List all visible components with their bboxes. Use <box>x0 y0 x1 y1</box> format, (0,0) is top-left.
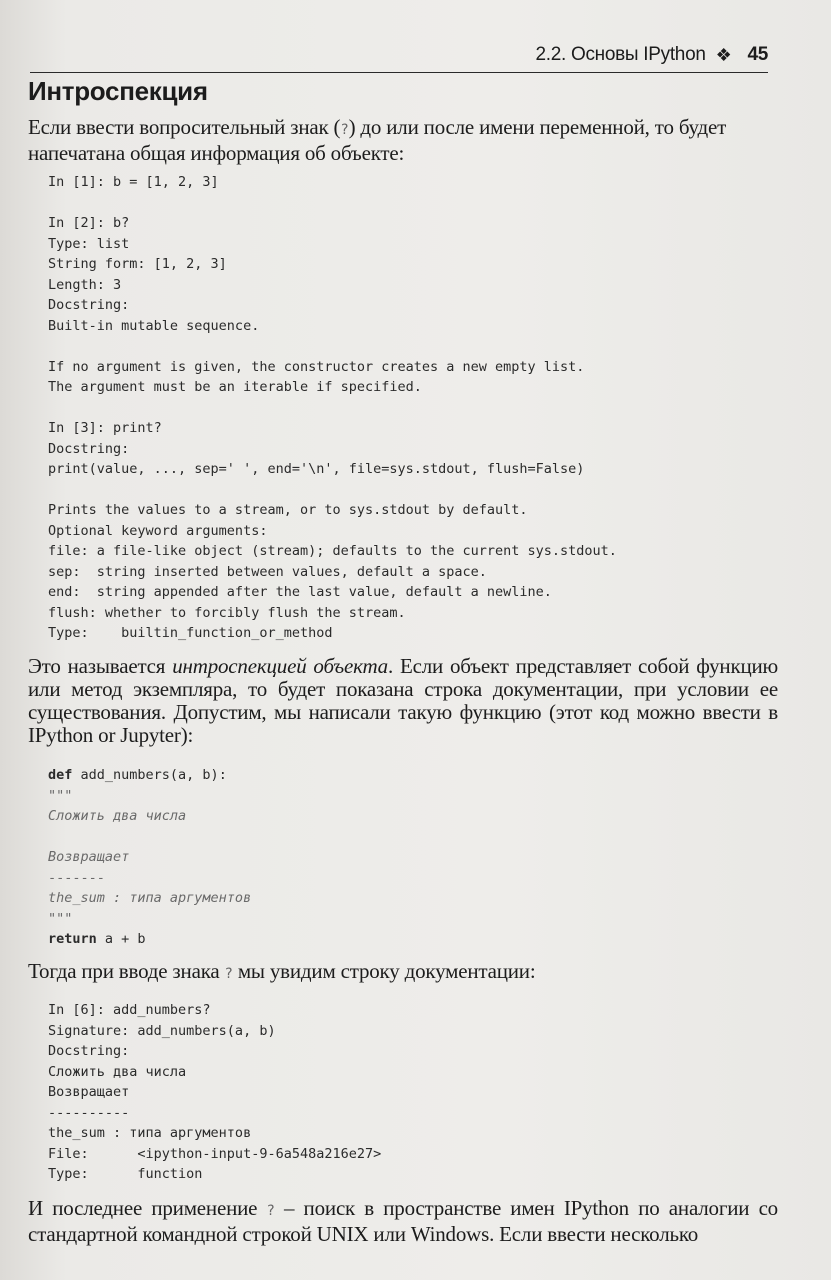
section-title: Интроспекция <box>28 76 208 106</box>
code-line: Type: list <box>48 235 130 252</box>
code-line: Возвращает <box>48 849 130 865</box>
code-line: Сложить два числа <box>48 808 187 824</box>
code-line: Signature: add_numbers(a, b) <box>48 1022 276 1039</box>
code-line: Type: builtin_function_or_method <box>48 625 333 641</box>
introspection-paragraph <box>28 655 778 747</box>
code-line: Docstring: <box>48 1043 130 1059</box>
code-line: sep: string inserted between values, default a space. <box>48 563 487 580</box>
code-line: If no argument is given, the constructor creates a new empty list. <box>48 358 585 375</box>
code-line: Length: 3 <box>48 276 122 293</box>
question-mark-inline: ? <box>266 1203 275 1219</box>
code-line: In [6]: add_numbers? <box>48 1002 211 1018</box>
code-block-function <box>48 765 788 950</box>
question-mark-inline: ? <box>340 122 349 138</box>
code-line: Built-in mutable sequence. <box>48 317 260 334</box>
keyword-def: def <box>48 767 73 783</box>
code-line: print(value, ..., sep=' ', end='\n', file=sys.stdout, flush=False) <box>48 461 585 477</box>
code-line: File: <ipython-input-9-6a548a216e27> <box>48 1145 382 1162</box>
code-line: In [1]: b = [1, 2, 3] <box>48 174 219 190</box>
para2-emphasis: интроспекцией объекта <box>172 654 388 678</box>
code-line: ---------- <box>48 1104 130 1121</box>
code-line <box>48 827 788 848</box>
code-line: Docstring: <box>48 440 130 457</box>
para2-text-1: Это называется <box>28 654 173 678</box>
function-signature: add_numbers(a, b): <box>72 767 227 783</box>
code-line <box>48 193 788 214</box>
header-section-ref: 2.2. Основы IPython <box>535 44 706 65</box>
code-line: Docstring: <box>48 297 130 313</box>
namespace-search-paragraph <box>28 1197 778 1246</box>
code-line: Prints the values to a stream, or to sys.stdout by default. <box>48 502 528 518</box>
code-line: file: a file-like object (stream); defaults to the current sys.stdout. <box>48 543 617 559</box>
intro-text-1: Если ввести вопросительный знак ( <box>28 115 341 139</box>
code-line: String form: [1, 2, 3] <box>48 256 227 272</box>
code-line: flush: whether to forcibly flush the stream. <box>48 604 406 621</box>
para2-text-2: . Если объект представляет собой функцию или метод экземпляра, то будет показана строка документации, при условии ее существования. Допустим, мы написали такую функцию (этот код можно ввести в IPython or Jupyter): <box>28 654 779 747</box>
code-line: In [3]: print? <box>48 420 162 436</box>
para4-text-2: – поиск в пространстве имен IPython по аналогии со стандартной командной строкой UNIX или Windows. Если ввести несколько <box>28 1196 778 1246</box>
code-line <box>48 929 788 950</box>
ornament-icon: ❖ <box>715 44 732 65</box>
code-line <box>48 480 788 501</box>
question-mark-inline: ? <box>224 966 233 982</box>
intro-text-2: ) до или после имени переменной, то будет напечатана общая информация об объекте: <box>28 115 727 165</box>
para3-text-1: Тогда при вводе знака <box>28 959 225 983</box>
code-line: end: string appended after the last value, default a newline. <box>48 584 552 600</box>
code-line: Type: function <box>48 1166 203 1182</box>
keyword-return: return <box>48 931 97 947</box>
return-expression: a + b <box>96 931 146 947</box>
code-line: Optional keyword arguments: <box>48 522 268 539</box>
code-line <box>48 336 788 357</box>
code-line: The argument must be an iterable if specified. <box>48 379 422 395</box>
intro-paragraph <box>28 116 778 165</box>
code-block-docstring-output <box>48 1000 788 1185</box>
code-line: """ <box>48 910 73 927</box>
code-line <box>48 765 788 786</box>
running-header <box>30 42 768 73</box>
para4-text-1: И последнее применение <box>28 1196 267 1220</box>
code-line: the_sum : типа аргументов <box>48 890 252 906</box>
code-line: Возвращает <box>48 1084 130 1100</box>
code-line: the_sum : типа аргументов <box>48 1125 252 1141</box>
header-text <box>536 44 768 66</box>
page-number: 45 <box>747 44 768 65</box>
code-line <box>48 398 788 419</box>
docstring-paragraph <box>28 960 778 986</box>
code-line: ------- <box>48 869 105 886</box>
code-line: Сложить два числа <box>48 1063 187 1080</box>
para3-text-2: мы увидим строку документации: <box>232 959 536 983</box>
code-block-introspection <box>48 172 788 644</box>
code-line: """ <box>48 787 73 804</box>
code-line: In [2]: b? <box>48 215 130 231</box>
